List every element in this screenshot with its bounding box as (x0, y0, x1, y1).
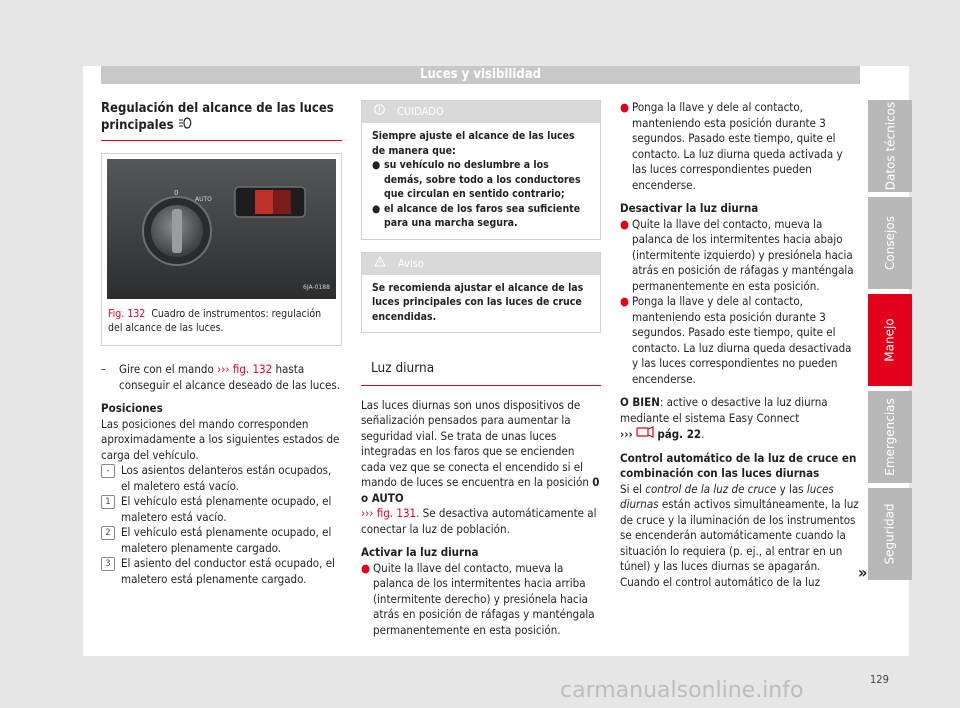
page-22-link[interactable]: pág. 22 (657, 426, 702, 441)
positions-heading: Posiciones (101, 401, 163, 415)
activate-bullet-2: ● Ponga la llave y dele al contacto, manteniendo esta posición durante 3 segundos. Pasado este tiempo, quite el contacto. La luz diurna queda activada y las luces correspondientes pueden encenderse. (620, 100, 843, 192)
notice-box: Aviso Se recomienda ajustar el alcance de las luces principales con las luces de cruce encendidas. (361, 252, 601, 334)
tab-emergencias[interactable]: Emergencias (868, 391, 912, 483)
activate-heading: Activar la luz diurna (361, 545, 479, 559)
tab-seguridad[interactable]: Seguridad (868, 488, 912, 580)
column-2 (361, 100, 601, 638)
svg-text:0: 0 (174, 189, 179, 197)
chapter-header: Luces y visibilidad (101, 66, 860, 84)
caution-box: CUIDADO Siempre ajuste el alcance de las luces de manera que: ● su vehículo no deslumbre a los demás, sobre todo a los conductores que circulan en sentido contrario; ● el alcance de los faros sea suficiente para una marcha segura. (361, 100, 601, 240)
deactivate-heading: Desactivar la luz diurna (620, 201, 759, 215)
position-item: 3 El asiento del conductor está ocupado, el maletero está plenamente cargado. (101, 556, 342, 587)
auto-control-text: Si el control de la luz de cruce y las luces diurnas están activos simultáneamente, la luz de cruce y la iluminación de los instrumentos se encenderán automáticamente cuando la situación lo requiera (p. ej., al entrar en un túnel) y las luces diurnas se apagarán. Cuando el control automático de la luz (620, 481, 859, 589)
tab-consejos[interactable]: Consejos (868, 197, 912, 289)
activate-bullet: ● Quite la llave del contacto, mueva la palanca de los intermitentes hacia arriba (intermitente derecho) y presiónela hacia atrás en posición de ráfagas y manténgala permanentemente en esta posición. (361, 560, 595, 637)
instrument-panel-image (107, 159, 336, 299)
positions-intro: Las posiciones del mando corresponden aproximadamente a los siguientes estados de carga del vehículo. (101, 416, 340, 462)
instruction-step: – Gire con el mando ››› fig. 132 hasta conseguir el alcance deseado de las luces. (101, 362, 341, 392)
position-item: - Los asientos delanteros están ocupados, el maletero está vacío. (101, 463, 342, 494)
fig-132-link[interactable]: ››› fig. 132 (217, 362, 273, 376)
continue-marker: » (858, 563, 868, 582)
column-3 (620, 100, 860, 590)
figure-132 (101, 153, 342, 346)
svg-text:AUTO: AUTO (195, 196, 212, 203)
headlight-range-icon (178, 117, 194, 134)
figure-caption: Fig. 132 Cuadro de instrumentos: regulación del alcance de las luces. (108, 308, 322, 334)
figure-code: 6JA-0188 (303, 284, 330, 291)
light-switch-symbol: 0 o AUTO (361, 475, 600, 505)
caution-bullet: ● su vehículo no deslumbre a los demás, sobre todo a los conductores que circulan en sentido contrario; (372, 159, 581, 200)
daytime-intro: Las luces diurnas son unos dispositivos de señalización pensados para aumentar la seguridad vial. Se trata de unas luces integradas en los faros que se encienden cada vez que se conecta el encendido si el mando de luces se encuentra en la posición 0 o AUTO ››› fig. 131. Se desactiva automáticamente al conectar la luz de población. (361, 397, 600, 536)
warning-icon (374, 104, 385, 120)
page-number: 129 (870, 673, 889, 686)
section-title-headlight-range: Regulación del alcance de las luces principales (101, 100, 342, 141)
deactivate-bullet: ● Quite la llave del contacto, mueva la palanca de los intermitentes hacia abajo (intermitente izquierdo) y presiónela hacia atrás en posición de ráfagas y manténgala permanentemente en esta posición. (620, 216, 854, 293)
easy-connect-icon (636, 426, 654, 443)
tab-datos-tecnicos[interactable]: Datos técnicos (868, 100, 912, 192)
column-1 (101, 100, 342, 587)
fig-131-link[interactable]: ››› fig. 131 (361, 506, 417, 520)
auto-control-heading: Control automático de la luz de cruce en combinación con las luces diurnas (620, 450, 857, 480)
position-item: 1 El vehículo está plenamente ocupado, el maletero está vacío. (101, 494, 342, 525)
deactivate-bullet: ● Ponga la llave y dele al contacto, manteniendo esta posición durante 3 segundos. Pasado este tiempo, quite el contacto. La luz diurna queda desactivada y las luces correspondientes no pueden encenderse. (620, 294, 852, 386)
watermark: carmanualsonline.info (560, 678, 804, 703)
caution-bullet: ● el alcance de los faros sea suficiente para una marcha segura. (372, 202, 581, 229)
or-paragraph: O BIEN: active o desactive la luz diurna mediante el sistema Easy Connect ››› pág. 22. (620, 395, 828, 441)
section-title-daytime-lights: Luz diurna (361, 353, 601, 386)
tab-manejo[interactable]: Manejo (868, 294, 912, 386)
info-icon (374, 256, 386, 272)
position-item: 2 El vehículo está plenamente ocupado, el maletero plenamente cargado. (101, 525, 342, 556)
